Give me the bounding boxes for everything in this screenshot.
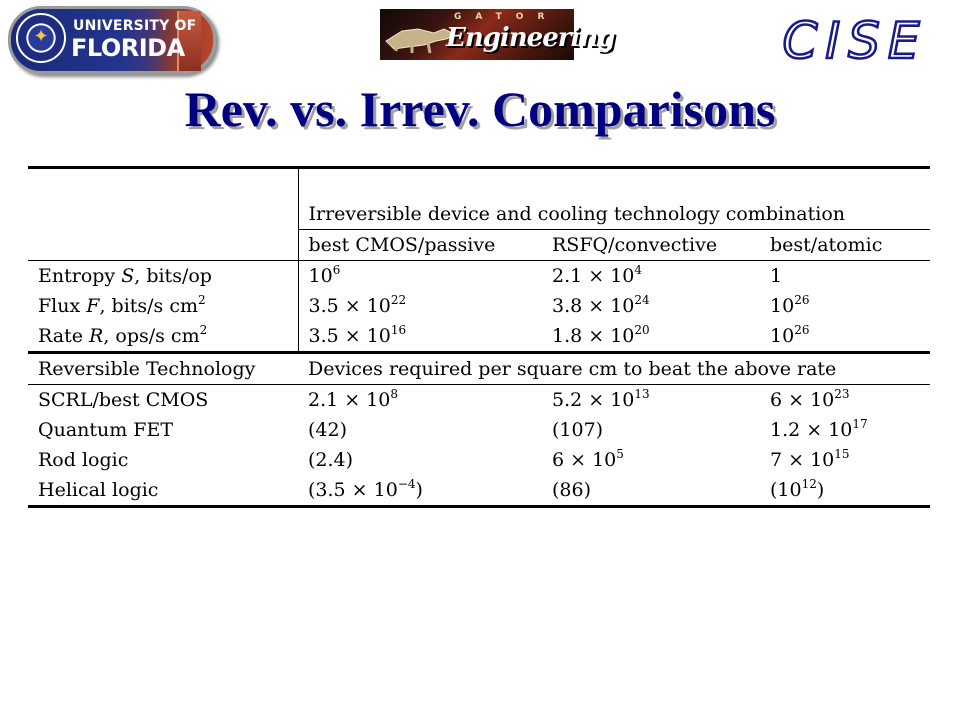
- value-cell: [760, 385, 930, 416]
- value-exponent: 20: [634, 323, 650, 337]
- value-exponent: 8: [390, 387, 399, 401]
- seal-star-icon: ✦: [33, 26, 49, 47]
- value-base: 10: [308, 265, 333, 287]
- value-cell: [542, 261, 760, 292]
- value-suffix: ): [415, 479, 423, 501]
- row-label-variable: R: [89, 325, 104, 347]
- value-exponent: 15: [834, 447, 850, 461]
- row-label: SCRL/best CMOS: [38, 389, 209, 411]
- engineering-word: Engineering: [446, 23, 615, 53]
- value-exponent: 17: [852, 417, 868, 431]
- value-cell: [298, 475, 542, 507]
- value-base: 6 × 10: [552, 449, 617, 471]
- uf-logo-line1: UNIVERSITY OF: [73, 18, 197, 34]
- value-base: 1: [770, 265, 783, 287]
- value-cell: [760, 261, 930, 292]
- uf-seal-icon: [16, 13, 66, 63]
- row-label-variable: F: [86, 295, 100, 317]
- reversible-label: Reversible Technology: [38, 358, 256, 380]
- table-row: [28, 475, 930, 507]
- table-row: [28, 321, 930, 353]
- reversible-note: Devices required per square cm to beat the above rate: [308, 358, 837, 380]
- row-label: [28, 321, 298, 353]
- irreversible-rows: [28, 261, 930, 353]
- column-header: best/atomic: [760, 230, 930, 261]
- value-exponent: 12: [801, 477, 817, 491]
- uf-logo-line2: FLORIDA: [71, 34, 185, 62]
- table-row: [28, 291, 930, 321]
- value-base: 7 × 10: [770, 449, 835, 471]
- value-cell: [298, 321, 542, 353]
- row-label-text: Rate: [38, 325, 89, 347]
- column-header: RSFQ/convective: [542, 230, 760, 261]
- table-top-rule: [28, 168, 930, 200]
- value-base: 3.5 × 10: [308, 295, 391, 317]
- value-cell: [542, 445, 760, 475]
- value-cell: [542, 321, 760, 353]
- cise-logo: [760, 12, 950, 72]
- value-base: (3.5 × 10: [308, 479, 398, 501]
- table-row: [28, 415, 930, 445]
- value-exponent: 23: [834, 387, 850, 401]
- table-row: [28, 261, 930, 292]
- value-base: (42): [308, 419, 348, 441]
- row-label: Rod logic: [38, 449, 129, 471]
- value-exponent: 22: [390, 293, 407, 307]
- row-label-exponent: 2: [198, 293, 206, 307]
- gator-word: GATOR: [454, 12, 559, 22]
- row-label: [28, 261, 298, 292]
- column-header: best CMOS/passive: [298, 230, 542, 261]
- slide-title: Rev. vs. Irrev. Comparisons: [184, 81, 776, 137]
- group-header-cell: Irreversible device and cooling technology combination: [298, 199, 930, 230]
- value-exponent: 24: [634, 293, 650, 307]
- group-header-row: [28, 199, 930, 230]
- value-base: 5.2 × 10: [552, 389, 635, 411]
- cise-logo-text: CISE: [782, 12, 928, 70]
- gator-engineering-logo: [380, 9, 615, 60]
- row-label-unit: , ops/s cm: [103, 325, 200, 347]
- value-exponent: 26: [794, 323, 810, 337]
- value-cell: [298, 445, 542, 475]
- value-base: 2.1 × 10: [308, 389, 391, 411]
- value-base: (86): [552, 479, 592, 501]
- value-base: (2.4): [308, 449, 354, 471]
- value-exponent: 6: [332, 263, 341, 277]
- row-label-variable: S: [121, 265, 135, 287]
- value-exponent: −4: [397, 477, 416, 491]
- row-label-exponent: 2: [199, 323, 208, 337]
- reversible-rows: [28, 385, 930, 507]
- value-exponent: 16: [390, 323, 407, 337]
- value-cell: [760, 291, 930, 321]
- value-exponent: 4: [634, 263, 643, 277]
- value-cell: [760, 415, 930, 445]
- value-base: (10: [770, 479, 802, 501]
- value-base: 1.2 × 10: [770, 419, 853, 441]
- column-header-row: [28, 230, 930, 261]
- value-base: 3.8 × 10: [552, 295, 635, 317]
- university-of-florida-logo: [8, 6, 216, 74]
- row-label-text: Flux: [38, 295, 87, 317]
- value-cell: [542, 415, 760, 445]
- comparison-table-grid: [28, 166, 930, 508]
- value-base: 10: [770, 325, 795, 347]
- value-exponent: 5: [616, 447, 624, 461]
- row-label: Helical logic: [38, 479, 159, 501]
- value-cell: [542, 385, 760, 416]
- value-cell: [298, 415, 542, 445]
- table-row: [28, 385, 930, 416]
- reversible-header-row: [28, 353, 930, 385]
- value-cell: [298, 261, 542, 292]
- value-cell: [760, 445, 930, 475]
- value-base: 3.5 × 10: [308, 325, 391, 347]
- value-cell: [298, 291, 542, 321]
- value-base: 2.1 × 10: [552, 265, 635, 287]
- value-cell: [298, 385, 542, 416]
- value-base: 10: [770, 295, 795, 317]
- value-base: (107): [552, 419, 604, 441]
- value-cell: [542, 475, 760, 507]
- value-cell: [542, 291, 760, 321]
- value-cell: [760, 475, 930, 507]
- row-label-unit: , bits/s cm: [99, 295, 199, 317]
- row-label: Quantum FET: [38, 419, 174, 441]
- value-base: 1.8 × 10: [552, 325, 635, 347]
- value-exponent: 26: [794, 293, 810, 307]
- row-label: [28, 291, 298, 321]
- row-label-text: Entropy: [38, 265, 122, 287]
- table-row: [28, 445, 930, 475]
- value-suffix: ): [816, 479, 825, 501]
- value-base: 6 × 10: [770, 389, 835, 411]
- row-label-unit: , bits/op: [134, 265, 212, 287]
- value-exponent: 13: [634, 387, 650, 401]
- comparison-table: [28, 166, 930, 508]
- value-cell: [760, 321, 930, 353]
